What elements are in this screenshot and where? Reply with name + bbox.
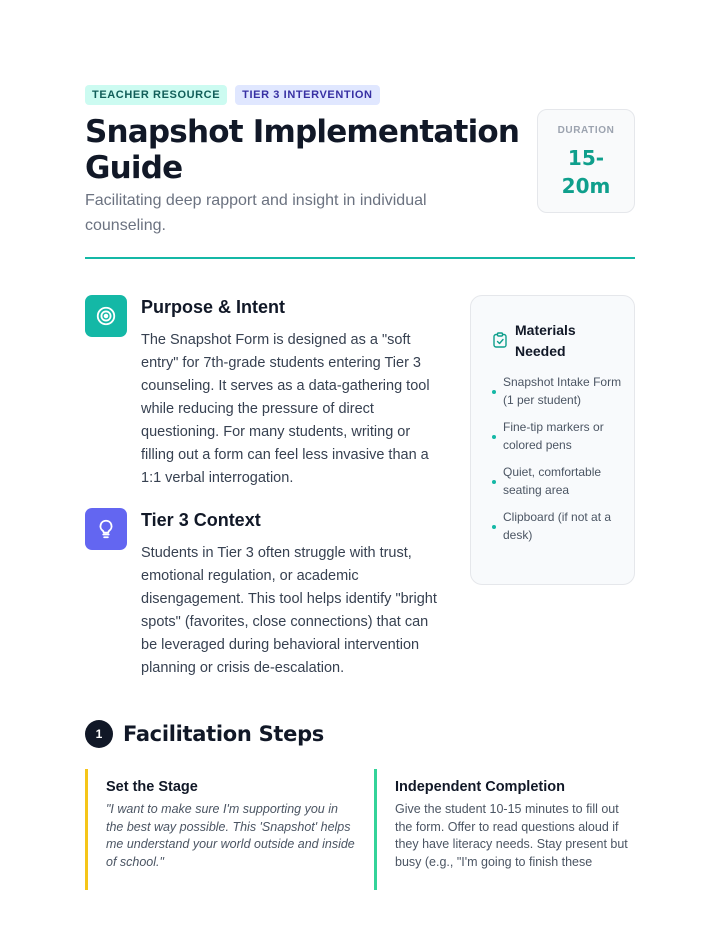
list-item bbox=[492, 509, 622, 544]
tag-teacher-resource: TEACHER RESOURCE bbox=[85, 85, 227, 105]
step-title: Independent Completion bbox=[395, 779, 565, 795]
tag-row bbox=[85, 85, 380, 105]
guide-page bbox=[85, 0, 635, 932]
step-body: "I want to make sure I'm supporting you in the best way possible. This 'Snapshot' helps me understand your world outside and inside of school." bbox=[106, 802, 355, 869]
section-title: Purpose & Intent bbox=[141, 297, 286, 317]
materials-list bbox=[492, 374, 622, 554]
step-accent-bar bbox=[374, 769, 377, 890]
materials-header bbox=[493, 320, 605, 362]
bullet-dot bbox=[492, 480, 496, 484]
bullet-dot bbox=[492, 525, 496, 529]
list-item-text: Snapshot Intake Form (1 per student) bbox=[503, 375, 622, 407]
list-item bbox=[492, 419, 622, 454]
step-card-set-the-stage bbox=[85, 769, 355, 890]
section-tier3-context bbox=[85, 508, 445, 688]
section-purpose bbox=[85, 295, 445, 495]
list-item-text: Clipboard (if not at a desk) bbox=[503, 510, 612, 542]
header-divider bbox=[85, 257, 635, 259]
list-item-text: Quiet, comfortable seating area bbox=[503, 465, 602, 497]
section-body: Students in Tier 3 often struggle with trust, emotional regulation, or academic disengagement. This tool helps identify "bright spots" (favorites, close connections) that can be leveraged during behavioral intervention planning or crisis de-escalation. bbox=[141, 545, 437, 676]
step-title: Set the Stage bbox=[106, 779, 198, 795]
bullet-dot bbox=[492, 435, 496, 439]
section-title: Tier 3 Context bbox=[141, 510, 261, 530]
bullet-dot bbox=[492, 390, 496, 394]
tag-tier-3-intervention: TIER 3 INTERVENTION bbox=[235, 85, 379, 105]
duration-label: DURATION bbox=[557, 125, 615, 136]
lightbulb-icon bbox=[85, 508, 127, 550]
list-item-text: Fine-tip markers or colored pens bbox=[503, 420, 604, 452]
step-body: Give the student 10-15 minutes to fill out the form. Offer to read questions aloud if they have literacy needs. Stay present but busy (e.g., "I'm going to finish these bbox=[395, 802, 628, 869]
steps-header bbox=[85, 720, 324, 748]
clipboard-check-icon bbox=[493, 332, 507, 348]
step-card-independent-completion bbox=[374, 769, 635, 890]
page-title: Snapshot Implementation Guide bbox=[85, 114, 520, 186]
materials-title: Materials Needed bbox=[515, 322, 576, 359]
step-number-badge: 1 bbox=[85, 720, 113, 748]
list-item bbox=[492, 464, 622, 499]
list-item bbox=[492, 374, 622, 409]
materials-card bbox=[470, 295, 635, 585]
duration-badge bbox=[537, 109, 635, 213]
duration-value: 15-20m bbox=[561, 146, 611, 198]
page-subtitle: Facilitating deep rapport and insight in individual counseling. bbox=[85, 192, 427, 234]
steps-title: Facilitation Steps bbox=[123, 722, 325, 746]
section-body: The Snapshot Form is designed as a "soft entry" for 7th-grade students entering Tier 3 counseling. It serves as a data-gathering tool while reducing the pressure of direct questioning. For many students, writing or filling out a form can feel less invasive than a 1:1 verbal interrogation. bbox=[141, 332, 430, 486]
target-icon bbox=[85, 295, 127, 337]
step-accent-bar bbox=[85, 769, 88, 890]
